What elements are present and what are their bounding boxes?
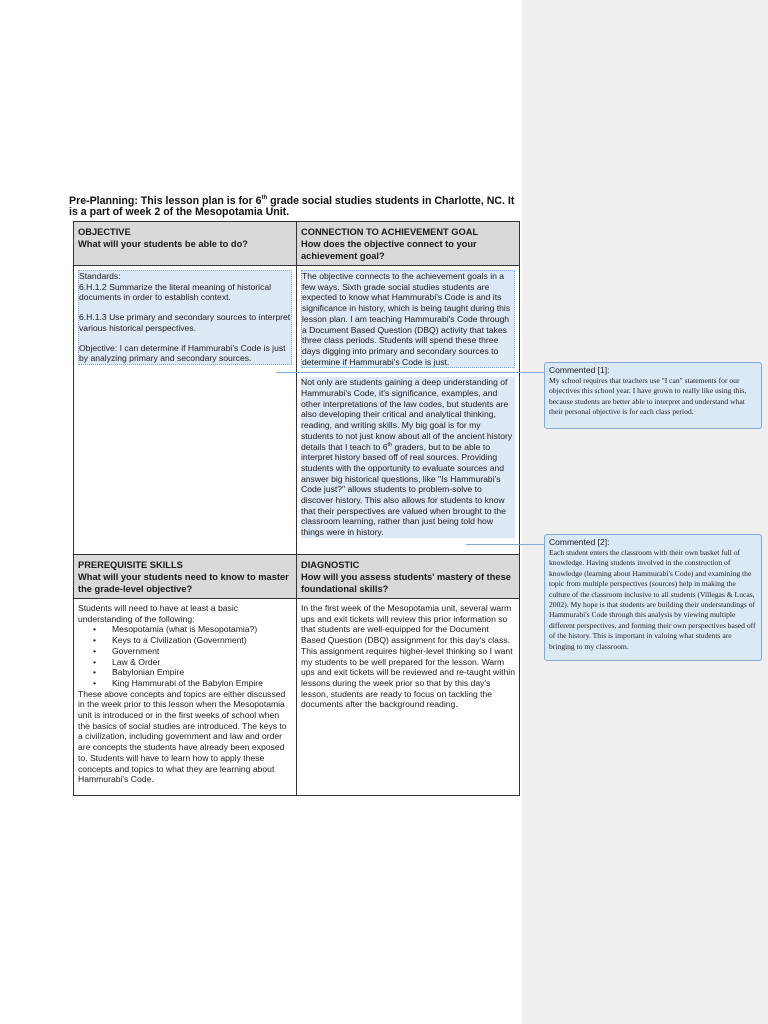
objective-header <box>74 222 297 266</box>
list-item: • Keys to a Civilization (Government) <box>112 635 292 646</box>
table-header-row <box>74 555 519 599</box>
comment-label: Commented [2]: <box>549 537 610 547</box>
prereq-question: What will your students need to know to master the grade-level objective? <box>78 572 289 594</box>
comment-text: Each student enters the classroom with their own basket full of knowledge. Having students involved in the construction of knowledge (learning about Hammurabi's Code) and examining the topic from multiple perspectives (sources) help in making the culture of the classroom inclusive to all students (Villegas & Lucas, 2002). My hope is that students are building their understandings of Hammurabi's Code through this analysis by viewing multiple different perspectives, and forming their own perspectives based off of the history. This is important in valuing what students are bringing to my classroom. <box>549 548 756 651</box>
standard-1: 6.H.1.2 Summarize the literal meaning of historical documents in order to establish context. <box>79 281 272 303</box>
prereq-list <box>78 624 292 688</box>
diagnostic-cell[interactable] <box>297 599 519 795</box>
table-row <box>74 266 519 555</box>
table-header-row <box>74 222 519 266</box>
list-item: • Government <box>112 646 292 657</box>
comment-1-anchor-line <box>276 372 544 373</box>
connection-para-1[interactable]: The objective connects to the achievement goals in a few ways. Sixth grade social studies students are expected to know what Hammurabi's Code is and its significance in history, which is being taught during this lesson plan. I am teaching Hammurabi's Code through a Document Based Question (DBQ) activity that takes three class periods. Students will spend these three days digging into primary and secondary sources to determine if Hammurabi's Code is just. <box>301 270 515 368</box>
lesson-plan-table <box>73 221 520 796</box>
comment-text: My school requires that teachers use "I can" statements for our objectives this school year. I have grown to really like using this, because students are better able to interpret and understand what their personal objective is for each class period. <box>549 376 747 417</box>
comment-2-anchor-line <box>466 544 544 545</box>
objective-statement: Objective: I can determine if Hammurabi's Code is just by analyzing primary and secondary sources. <box>79 342 286 364</box>
standard-2: 6.H.1.3 Use primary and secondary sources to interpret various historical perspectives. <box>79 312 291 333</box>
diagnostic-header <box>297 555 519 599</box>
connection-question: How does the objective connect to your achievement goal? <box>301 239 477 261</box>
objective-title: OBJECTIVE <box>78 227 131 237</box>
objective-commented-text[interactable] <box>78 270 292 365</box>
standards-label: Standards: <box>79 271 121 281</box>
connection-cell[interactable] <box>297 266 519 554</box>
connection-header <box>297 222 519 266</box>
list-item: • King Hammurabi of the Babylon Empire <box>112 678 292 689</box>
objective-cell[interactable] <box>74 266 297 554</box>
diagnostic-question: How will you assess students' mastery of these foundational skills? <box>301 572 511 594</box>
list-item: • Babylonian Empire <box>112 667 292 678</box>
prereq-outro: These above concepts and topics are either discussed in the week prior to this lesson when the Mesopotamia unit is introduced or in the first weeks of school when the basics of social studies are introduced. The keys to a civilization, including government and law and order are concepts the students have already been exposed to. Students will have to learn how to apply these concepts and topics to what they are learning about Hammurabi's Code. <box>78 688 287 785</box>
comment-balloon-1[interactable] <box>544 362 762 429</box>
diagnostic-text: In the first week of the Mesopotamia unit, several warm ups and exit tickets will review this prior information so that students are well-equipped for the Document Based Question (DBQ) assignment for this day's class. This assignment requires higher-level thinking so I want my students to be well prepared for the lesson. Warm ups and exit tickets will be reviewed and re-taught within lessons during the week prior so that by this day's lesson, students are ready to focus on tackling the documents after the background reading. <box>301 603 516 710</box>
diagnostic-title: DIAGNOSTIC <box>301 560 360 570</box>
connection-title: CONNECTION TO ACHIEVEMENT GOAL <box>301 227 479 237</box>
comment-balloon-2[interactable] <box>544 534 762 661</box>
prereq-cell[interactable] <box>74 599 297 795</box>
prereq-intro: Students will need to have at least a basic understanding of the following: <box>78 603 239 624</box>
table-row <box>74 599 519 795</box>
connection-para-2[interactable]: Not only are students gaining a deep understanding of Hammurabi's Code, it's significance, examples, and other interpretations of the law codes, but students are also developing their critical and analytical thinking, reading, and writing skills. My big goal is for my students to not just know about all of the ancient history details that I teach to 6th graders, but to be able to interpret history based off of real sources. Providing students with the opportunity to evaluate sources and answer big historical questions, like "Is Hammurabi's Code just?" allows students to problem-solve to discover history. This also allows for students to know that their perspectives are valued when brought to the classroom learning, rather than just being told how things were in history. <box>301 377 515 538</box>
pre-planning-heading: Pre-Planning: This lesson plan is for 6th grade social studies students in Charlotte, NC. It is a part of week 2 of the Mesopotamia Unit. <box>69 195 515 219</box>
prereq-title: PREREQUISITE SKILLS <box>78 560 183 570</box>
comment-margin-pane <box>522 0 768 1024</box>
comment-label: Commented [1]: <box>549 365 610 375</box>
objective-question: What will your students be able to do? <box>78 239 248 249</box>
list-item: • Law & Order <box>112 657 292 668</box>
prereq-header <box>74 555 297 599</box>
list-item: • Mesopotamia (what is Mesopotamia?) <box>112 624 292 635</box>
